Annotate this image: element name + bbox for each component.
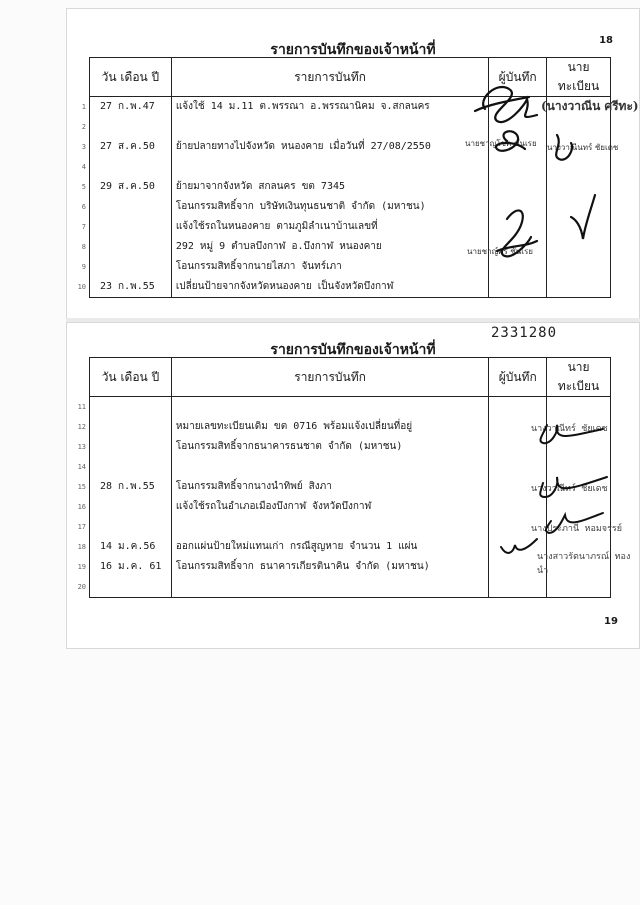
row-record-text: โอนกรรมสิทธิ์จากธนาคารธนชาต จำกัด (มหาชน)	[175, 441, 403, 452]
row-record-text: โอนกรรมสิทธิ์จากนางนำทิพย์ สิงภา	[175, 481, 332, 492]
row-date-cell	[81, 217, 172, 237]
row-date-cell	[77, 557, 172, 577]
line-number: 18	[77, 543, 86, 551]
row-record-cell	[171, 197, 488, 217]
page-number-bottom: 19	[604, 616, 618, 627]
row-date-cell	[77, 437, 172, 457]
row-record-text: แจ้งใช้รถในอำเภอเมืองบึงกาฬ จังหวัดบึงกาฬ	[175, 501, 372, 512]
row-record-text: โอนกรรมสิทธิ์จาก บริษัทเงินทุนธนชาติ จำกัด (มหาชน)	[175, 201, 426, 212]
line-number: 5	[81, 183, 86, 191]
line-number: 12	[77, 423, 86, 431]
line-number: 13	[77, 443, 86, 451]
row-record-text: โอนกรรมสิทธิ์จากนายไสภา จันทร์เภา	[175, 261, 342, 272]
registrar-stamp: นางประภานี หอมจรรย์	[531, 524, 623, 534]
top-sheet	[66, 8, 640, 320]
line-number: 1	[81, 103, 86, 111]
row-record-cell	[171, 97, 488, 118]
line-number: 14	[77, 463, 86, 471]
serial-number: 2331280	[491, 325, 558, 341]
row-registrar-cell	[547, 577, 611, 598]
recorder-stamp: นายชาญ์ศรี ชันเรย	[467, 247, 533, 256]
header-date: วัน เดือน ปี	[90, 58, 172, 97]
row-record-text: ออกแผ่นป้ายใหม่แทนเก่า กรณีสูญหาย จำนวน 1 แผ่น	[175, 541, 418, 552]
row-record-text: เปลี่ยนป้ายจากจังหวัดหนองคาย เป็นจังหวัดบึงกาฬ	[175, 281, 394, 292]
row-date-cell	[77, 397, 172, 418]
row-date-cell	[77, 277, 172, 298]
row-date: 16 ม.ค. 61	[100, 561, 162, 572]
handwritten-signatures-bottom	[507, 411, 637, 571]
row-record-cell	[171, 257, 488, 277]
row-record-cell	[171, 557, 488, 577]
row-record-cell	[171, 397, 488, 418]
row-date-cell	[77, 457, 172, 477]
header-recorder: ผู้บันทึก	[489, 58, 547, 97]
line-number: 6	[81, 203, 86, 211]
line-number: 8	[81, 243, 86, 251]
row-record-text	[172, 397, 488, 417]
recorder-stamp: นายชาญโช่ค ขันเรย	[465, 139, 537, 148]
row-record-cell	[171, 517, 488, 537]
row-date: 23 ก.พ.55	[100, 281, 155, 292]
row-date-cell	[77, 477, 172, 497]
line-number: 11	[77, 403, 86, 411]
row-record-text: ย้ายปลายทางไปจังหวัด หนองคาย เมื่อวันที่ 27/08/2550	[175, 141, 431, 152]
row-record-cell	[171, 157, 488, 177]
row-record-text: แจ้งใช้ 14 ม.11 ต.พรรณา อ.พรรณานิคม จ.สกลนคร	[175, 101, 430, 112]
row-record-text	[172, 157, 488, 177]
row-date-cell	[81, 177, 172, 197]
row-record-cell	[171, 277, 488, 298]
row-record-text: 292 หมู่ 9 ตำบลบึงกาฬ อ.บึงกาฬ หนองคาย	[175, 241, 382, 252]
page-title-bottom: รายการบันทึกของเจ้าหน้าที่	[270, 342, 436, 358]
header-registrar: นายทะเบียน	[547, 358, 611, 397]
row-date-cell	[81, 197, 172, 217]
registrar-stamp: นางสาวรัตนาภรณ์ ทองนำ	[537, 552, 631, 576]
header-date: วัน เดือน ปี	[90, 358, 172, 397]
page-title-top: รายการบันทึกของเจ้าหน้าที่	[270, 42, 436, 58]
row-date-cell	[81, 97, 172, 118]
row-date-cell	[77, 537, 172, 557]
row-record-text	[172, 577, 488, 597]
row-date-cell	[81, 237, 172, 257]
row-date-cell	[77, 577, 172, 598]
line-number: 2	[81, 123, 86, 131]
row-date: 27 ส.ค.50	[100, 141, 155, 152]
row-date-cell	[81, 157, 172, 177]
row-record-cell	[171, 117, 488, 137]
line-number: 15	[77, 483, 86, 491]
row-record-cell	[171, 437, 488, 457]
row-recorder-cell	[489, 577, 547, 598]
page-number-top: 18	[599, 35, 613, 46]
registrar-stamp: (นางวาณีน ศรีทะ)	[541, 99, 639, 113]
handwritten-signatures	[467, 69, 617, 299]
row-date-cell	[81, 257, 172, 277]
row-record-cell	[171, 577, 488, 598]
row-record-text	[172, 517, 488, 537]
header-record: รายการบันทึก	[171, 58, 488, 97]
header-recorder: ผู้บันทึก	[489, 358, 547, 397]
row-record-cell	[171, 137, 488, 157]
row-record-text: แจ้งใช้รถในหนองคาย ตามภูมิลำเนาบ้านเลขที่	[175, 221, 378, 232]
row-record-cell	[171, 177, 488, 197]
row-record-text: โอนกรรมสิทธิ์จาก ธนาคารเกียรตินาคิน จำกัด (มหาชน)	[175, 561, 430, 572]
row-date-cell	[81, 117, 172, 137]
table-row	[90, 577, 611, 598]
line-number: 19	[77, 563, 86, 571]
header-registrar: นายทะเบียน	[547, 58, 611, 97]
line-number: 4	[81, 163, 86, 171]
bottom-sheet	[66, 322, 640, 649]
registrar-stamp: นางวาณีนทร์ ชัยเดช	[547, 143, 619, 152]
row-record-text	[172, 117, 488, 137]
line-number: 3	[81, 143, 86, 151]
line-number: 17	[77, 523, 86, 531]
row-record-text: ย้ายมาจากจังหวัด สกลนคร ขต 7345	[175, 181, 346, 192]
row-date-cell	[77, 497, 172, 517]
line-number: 9	[81, 263, 86, 271]
registrar-stamp: นางวาณีทร์ ชัยเดช	[531, 484, 608, 494]
registrar-stamp: นางวาณีทร์ ชัยเดช	[531, 424, 608, 434]
row-date: 29 ส.ค.50	[100, 181, 155, 192]
row-date: 27 ก.พ.47	[100, 101, 155, 112]
line-number: 16	[77, 503, 86, 511]
row-date: 28 ก.พ.55	[100, 481, 155, 492]
row-record-text	[172, 457, 488, 477]
row-record-text: หมายเลขทะเบียนเดิม ขต 0716 พร้อมแจ้งเปลี่ยนที่อยู่	[175, 421, 413, 432]
line-number: 20	[77, 583, 86, 591]
header-record: รายการบันทึก	[171, 358, 488, 397]
row-record-cell	[171, 237, 488, 257]
row-date-cell	[77, 417, 172, 437]
row-date: 14 ม.ค.56	[100, 541, 156, 552]
line-number: 7	[81, 223, 86, 231]
row-record-cell	[171, 537, 488, 557]
row-record-cell	[171, 477, 488, 497]
row-date-cell	[77, 517, 172, 537]
line-number: 10	[77, 283, 86, 291]
row-record-cell	[171, 417, 488, 437]
row-record-cell	[171, 497, 488, 517]
row-date-cell	[81, 137, 172, 157]
row-record-cell	[171, 457, 488, 477]
row-record-cell	[171, 217, 488, 237]
